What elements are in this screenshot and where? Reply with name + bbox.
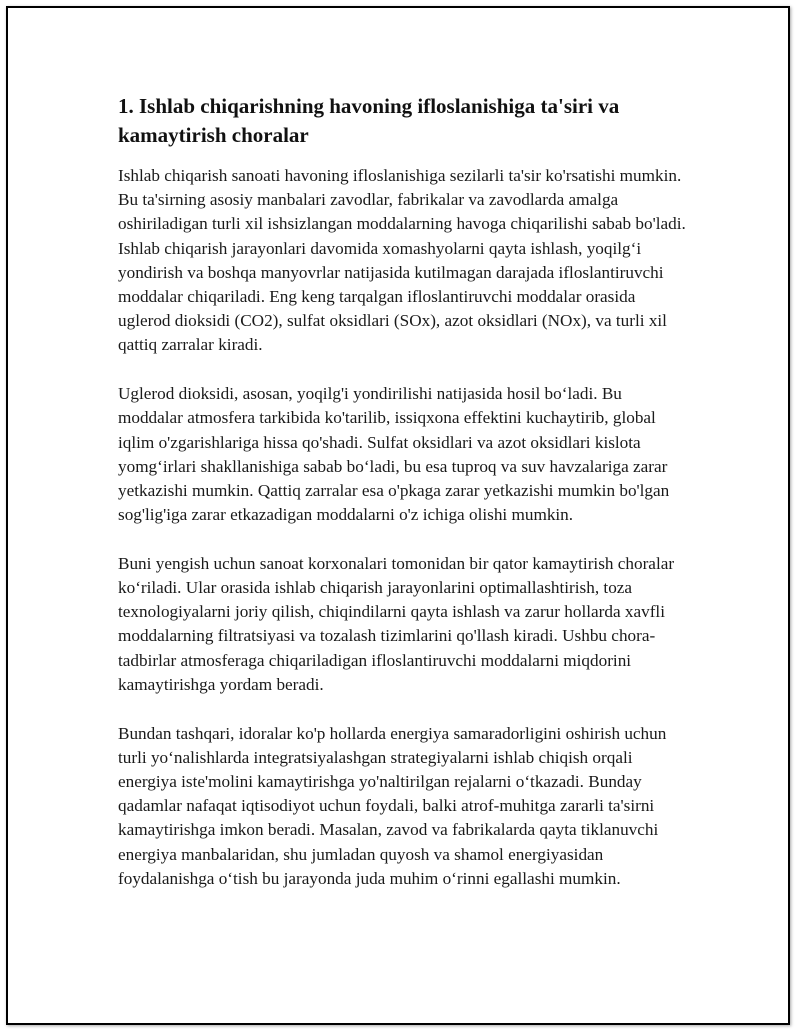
paragraph-1: Ishlab chiqarish sanoati havoning ifloslanishiga sezilarli ta'sir ko'rsatishi mumkin. Bu ta'sirning asosiy manbalari zavodlar, fabrikalar va zavodlarda amalga oshiriladigan turli xil ishsizlangan moddalarning havoga chiqarilishi sabab bo'ladi. Ishlab chiqarish jarayonlari davomida xomashyolarni qayta ishlash, yoqilg‘i yondirish va boshqa manyovrlar natijasida kutilmagan darajada ifloslantiruvchi moddalar chiqariladi. Eng keng tarqalgan ifloslantiruvchi moddalar orasida uglerod dioksidi (CO2), sulfat oksidlari (SOx), azot oksidlari (NOx), va turli xil qattiq zarralar kiradi. <box>118 166 686 355</box>
paragraph-2: Uglerod dioksidi, asosan, yoqilg'i yondirilishi natijasida hosil bo‘ladi. Bu moddalar atmosfera tarkibida ko'tarilib, issiqxona effektini kuchaytirib, global iqlim o'zgarishlariga hissa qo'shadi. Sulfat oksidlari va azot oksidlari kislota yomg‘irlari shakllanishiga sabab bo‘ladi, bu esa tuproq va suv havzalariga zarar yetkazishi mumkin. Qattiq zarralar esa o'pkaga zarar yetkazishi mumkin bo'lgan sog'lig'iga zarar etkazadigan moddalarni o'z ichiga olishi mumkin. <box>118 384 670 525</box>
section-heading: 1. Ishlab chiqarishning havoning ifloslanishiga ta'siri va kamaytirish choralar <box>118 94 620 147</box>
paragraph-3: Buni yengish uchun sanoat korxonalari tomonidan bir qator kamaytirish choralar ko‘riladi. Ular orasida ishlab chiqarish jarayonlarini optimallashtirish, toza texnologiyalarni joriy qilish, chiqindilarni qayta ishlash va zarur hollarda xavfli moddalarning filtratsiyasi va tozalash tizimlarini qo'llash kiradi. Ushbu chora-tadbirlar atmosferaga chiqariladigan ifloslantiruvchi moddalarni miqdorini kamaytirishga yordam beradi. <box>118 553 675 694</box>
paragraph-4: Bundan tashqari, idoralar ko'p hollarda energiya samaradorligini oshirish uchun turli yo‘nalishlarda integratsiyalashgan strategiyalarni ishlab chiqish orqali energiya iste'molini kamaytirishga yo'naltirilgan rejalarni o‘tkazadi. Bunday qadamlar nafaqat iqtisodiyot uchun foydali, balki atrof-muhitga zararli ta'sirni kamaytirishga imkon beradi. Masalan, zavod va fabrikalarda qayta tiklanuvchi energiya manbalaridan, shu jumladan quyosh va shamol energiyasidan foydalanishga o‘tish bu jarayonda juda muhim o‘rinni egallashi mumkin. <box>118 723 667 888</box>
document-body <box>118 92 688 915</box>
